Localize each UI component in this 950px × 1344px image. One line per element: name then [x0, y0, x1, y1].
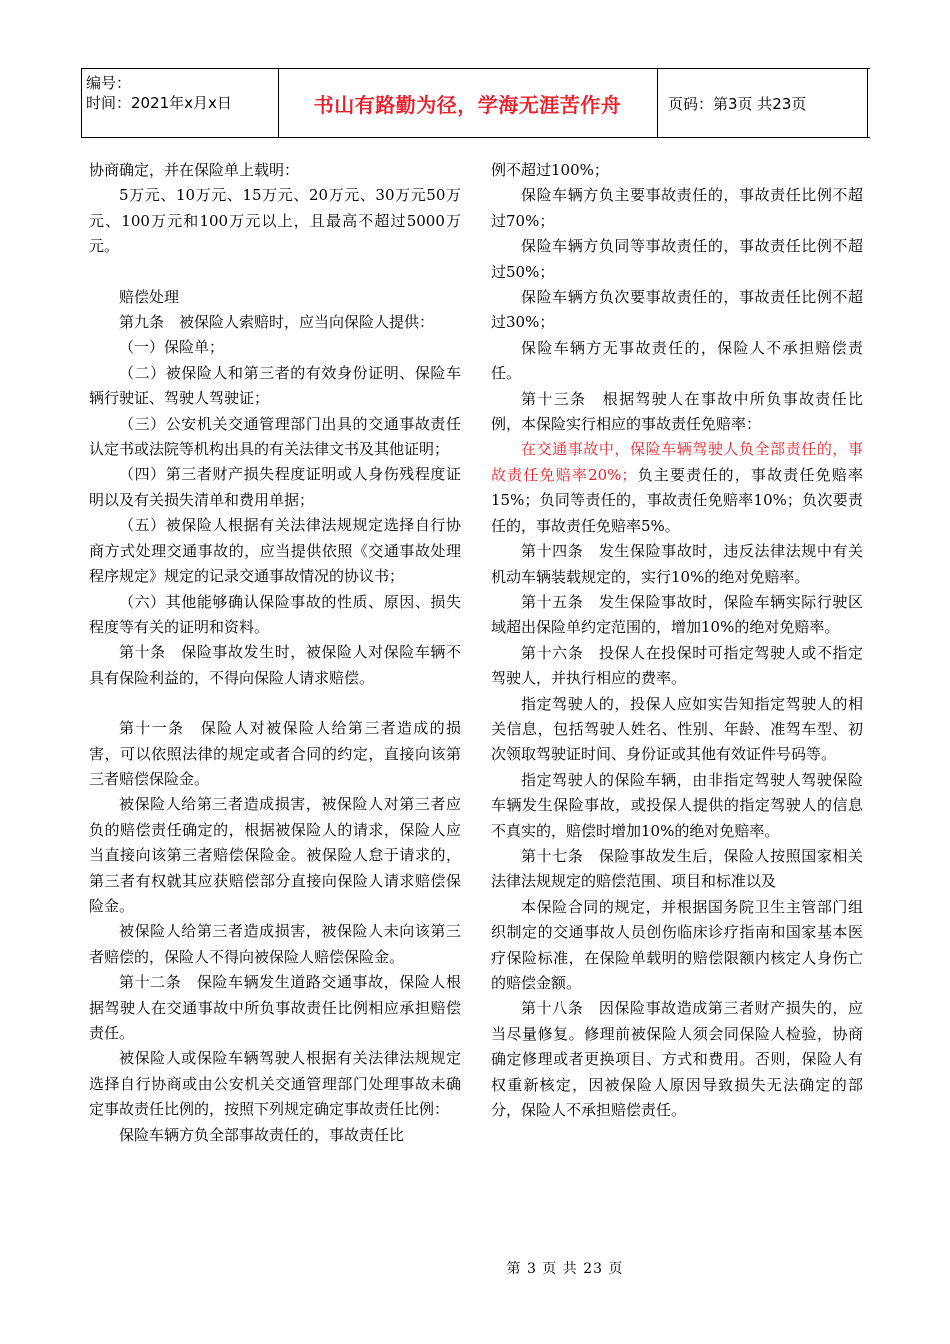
document-number: 编号： [86, 74, 132, 92]
article-18: 第十八条 因保险事故造成第三者财产损失的，应当尽量修复。修理前被保险人须会同保险人检验，协商确定修理或者更换项目、方式和费用。否则，保险人有权重新核定，因被保险人原因导致损失无法确定的部分，保险人不承担赔偿责任。 [491, 999, 863, 1120]
article-15: 第十五条 发生保险事故时，保险车辆实际行驶区域超出保险单约定范围的，增加10%的绝对免赔率。 [491, 592, 863, 637]
paragraph: 保险车辆方负主要事故责任的，事故责任比例不超过70%； [491, 186, 863, 230]
page-footer [0, 1258, 950, 1278]
left-column [89, 158, 461, 1148]
paragraph: 指定驾驶人的，投保人应如实告知指定驾驶人的相关信息，包括驾驶人姓名、性别、年龄、准驾车型、初次领取驾驶证时间、身份证或其他有效证件号码等。 [491, 694, 863, 764]
footer-page-number: 第 3 页 共 23 页 [506, 1261, 624, 1277]
paragraph-continuation: 负主要责任的，事故责任免赔率15%；负同等责任的，事故责任免赔率10%；负次要责任的，事故责任免赔率5%。 [491, 465, 863, 535]
article-13: 第十三条 根据驾驶人在事故中所负事故责任比例，本保险实行相应的事故责任免赔率： [491, 389, 863, 434]
paragraph: 本保险合同的规定，并根据国务院卫生主管部门组织制定的交通事故人员创伤临床诊疗指南和国家基本医疗保险标准，在保险单载明的赔偿限额内核定人身伤亡的赔偿金额。 [491, 897, 863, 992]
paragraph: 保险车辆方无事故责任的，保险人不承担赔偿责任。 [491, 338, 863, 383]
highlighted-paragraph [491, 437, 863, 539]
article-9: 第九条 被保险人索赔时，应当向保险人提供： [119, 313, 435, 332]
paragraph: 例不超过100%； [491, 161, 609, 179]
article-14: 第十四条 发生保险事故时，违反法律法规中有关机动车辆装载规定的，实行10%的绝对免赔率。 [491, 542, 863, 586]
right-column [491, 158, 863, 1123]
paragraph: 协商确定，并在保险单上载明： [89, 161, 300, 179]
article-16: 第十六条 投保人在投保时可指定驾驶人或不指定驾驶人，并执行相应的费率。 [491, 643, 863, 688]
list-item: （三）公安机关交通管理部门出具的交通事故责任认定书或法院等机构出具的有关法律文书及其他证明； [89, 414, 461, 459]
paragraph: 被保险人给第三者造成损害，被保险人未向该第三者赔偿的，保险人不得向被保险人赔偿保险金。 [89, 922, 461, 966]
list-item: （一）保险单； [119, 338, 225, 357]
list-item: （六）其他能够确认保险事故的性质、原因、损失程度等有关的证明和资料。 [89, 592, 461, 636]
paragraph: 5万元、10万元、15万元、20万元、30万元50万元、100万元和100万元以上，且最高不超过5000万元。 [89, 186, 461, 256]
article-10: 第十条 保险事故发生时，被保险人对保险车辆不具有保险利益的，不得向保险人请求赔偿。 [89, 643, 461, 687]
article-17: 第十七条 保险事故发生后，保险人按照国家相关法律法规规定的赔偿范围、项目和标准以及 [491, 846, 863, 891]
list-item: （二）被保险人和第三者的有效身份证明、保险车辆行驶证、驾驶人驾驶证； [89, 363, 461, 408]
header-meta [81, 69, 279, 137]
section-heading: 赔偿处理 [119, 287, 180, 306]
article-11: 第十一条 保险人对被保险人给第三者造成的损害，可以依照法律的规定或者合同的约定，直接向该第三者赔偿保险金。 [89, 719, 461, 788]
header-motto: 书山有路勤为径，学海无涯苦作舟 [278, 69, 658, 137]
paragraph: 指定驾驶人的保险车辆，由非指定驾驶人驾驶保险车辆发生保险事故，或投保人提供的指定驾驶人的信息不真实的，赔偿时增加10%的绝对免赔率。 [491, 770, 863, 840]
list-item: （五）被保险人根据有关法律法规规定选择自行协商方式处理交通事故的，应当提供依照《交通事故处理程序规定》规定的记录交通事故情况的协议书； [89, 516, 461, 586]
list-item: （四）第三者财产损失程度证明或人身伤残程度证明以及有关损失清单和费用单据； [89, 465, 461, 509]
paragraph: 被保险人或保险车辆驾驶人根据有关法律法规规定选择自行协商或由公安机关交通管理部门处理事故未确定事故责任比例的，按照下列规定确定事故责任比例： [89, 1049, 461, 1119]
paragraph: 保险车辆方负次要事故责任的，事故责任比例不超过30%； [491, 288, 863, 332]
paragraph: 保险车辆方负同等事故责任的，事故责任比例不超过50%； [491, 237, 863, 281]
article-12: 第十二条 保险车辆发生道路交通事故，保险人根据驾驶人在交通事故中所负事故责任比例相应承担赔偿责任。 [89, 973, 461, 1042]
header-page-number: 页码：第3页 共23页 [658, 69, 868, 137]
paragraph: 被保险人给第三者造成损害，被保险人对第三者应负的赔偿责任确定的，根据被保险人的请求，保险人应当直接向该第三者赔偿保险金。被保险人怠于请求的，第三者有权就其应获赔偿部分直接向保险人请求赔偿保险金。 [89, 795, 461, 915]
highlighted-text: 在交通事故中，保险车辆驾驶人负全部责任的，事故责任免赔率20%； [491, 440, 863, 484]
page-header [81, 68, 870, 138]
document-date: 时间：2021年x月x日 [86, 94, 232, 112]
paragraph: 保险车辆方负全部事故责任的，事故责任比 [119, 1125, 405, 1144]
